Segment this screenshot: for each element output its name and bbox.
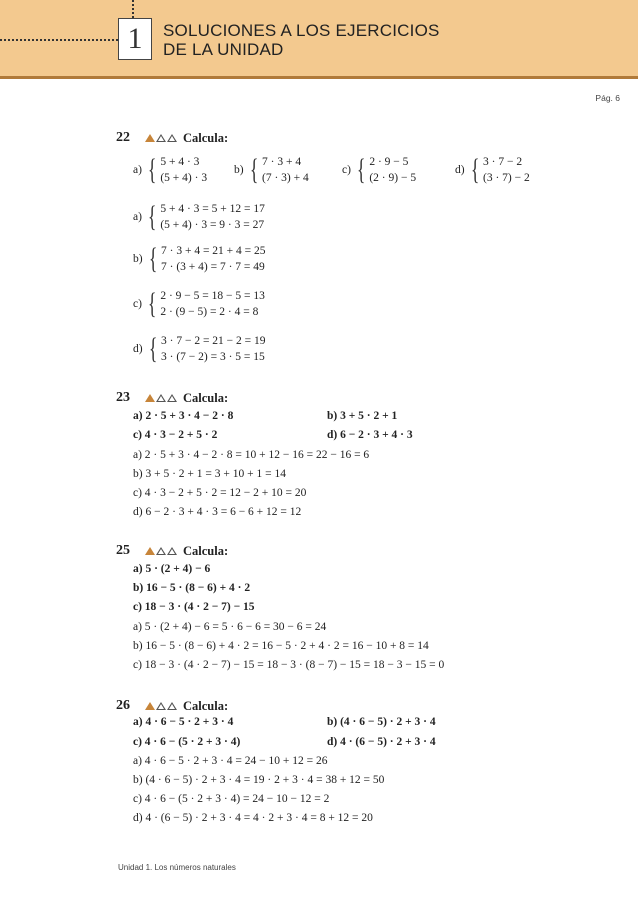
exercise-22-heading xyxy=(116,130,228,146)
difficulty-icon xyxy=(145,702,177,710)
difficulty-icon xyxy=(145,394,177,402)
ex22-solution-a: a) { 5 + 4 · 3 = 5 + 12 = 17 (5 + 4) · 3 = 9 · 3 = 27 xyxy=(133,200,265,233)
title-line-1: SOLUCIONES A LOS EJERCICIOS xyxy=(163,21,440,40)
ex23-solution-a: a) 2 · 5 + 3 · 4 − 2 · 8 = 10 + 12 − 16 = 22 − 16 = 6 xyxy=(133,449,370,461)
ex22-solution-c: c) { 2 · 9 − 5 = 18 − 5 = 13 2 · (9 − 5) = 2 · 4 = 8 xyxy=(133,287,265,320)
ex23-problem-a: a) 2 · 5 + 3 · 4 − 2 · 8 xyxy=(133,410,234,422)
difficulty-icon xyxy=(145,134,177,142)
page-title xyxy=(163,21,440,59)
ex26-solution-d: d) 4 · (6 − 5) · 2 + 3 · 4 = 4 · 2 + 3 · 4 = 8 + 12 = 20 xyxy=(133,812,373,824)
exercise-number: 25 xyxy=(116,543,130,558)
ex23-solution-b: b) 3 + 5 · 2 + 1 = 3 + 10 + 1 = 14 xyxy=(133,468,286,480)
difficulty-icon xyxy=(145,547,177,555)
exercise-title: Calcula: xyxy=(183,130,229,145)
ex23-problem-b: b) 3 + 5 · 2 + 1 xyxy=(327,410,398,422)
dotted-rule-vertical xyxy=(132,0,134,18)
exercise-number: 23 xyxy=(116,390,130,405)
footer-text: Unidad 1. Los números naturales xyxy=(118,863,236,872)
ex23-solution-d: d) 6 − 2 · 3 + 4 · 3 = 6 − 6 + 12 = 12 xyxy=(133,506,302,518)
exercise-26-heading xyxy=(116,698,228,714)
exercise-23-heading xyxy=(116,390,228,406)
exercise-title: Calcula: xyxy=(183,698,229,713)
ex23-problem-c: c) 4 · 3 − 2 + 5 · 2 xyxy=(133,429,218,441)
ex25-problem-c: c) 18 − 3 · (4 · 2 − 7) − 15 xyxy=(133,601,255,613)
ex22-problem-b: b) { 7 · 3 + 4 (7 · 3) + 4 xyxy=(234,153,309,186)
ex25-solution-a: a) 5 · (2 + 4) − 6 = 5 · 6 − 6 = 30 − 6 = 24 xyxy=(133,621,327,633)
ex26-solution-a: a) 4 · 6 − 5 · 2 + 3 · 4 = 24 − 10 + 12 = 26 xyxy=(133,755,328,767)
ex26-problem-d: d) 4 · (6 − 5) · 2 + 3 · 4 xyxy=(327,736,436,748)
ex22-problem-a: a) { 5 + 4 · 3 (5 + 4) · 3 xyxy=(133,153,208,186)
page-number: Pág. 6 xyxy=(595,93,620,103)
dotted-rule xyxy=(0,39,118,41)
ex26-solution-c: c) 4 · 6 − (5 · 2 + 3 · 4) = 24 − 10 − 12 = 2 xyxy=(133,793,330,805)
exercise-25-heading xyxy=(116,543,228,559)
title-line-2: DE LA UNIDAD xyxy=(163,40,284,59)
ex25-problem-b: b) 16 − 5 · (8 − 6) + 4 · 2 xyxy=(133,582,251,594)
ex22-problem-d: d) { 3 · 7 − 2 (3 · 7) − 2 xyxy=(455,153,530,186)
ex26-problem-a: a) 4 · 6 − 5 · 2 + 3 · 4 xyxy=(133,716,234,728)
ex25-solution-b: b) 16 − 5 · (8 − 6) + 4 · 2 = 16 − 5 · 2 + 4 · 2 = 16 − 10 + 8 = 14 xyxy=(133,640,429,652)
ex26-solution-b: b) (4 · 6 − 5) · 2 + 3 · 4 = 19 · 2 + 3 · 4 = 38 + 12 = 50 xyxy=(133,774,385,786)
exercise-title: Calcula: xyxy=(183,390,229,405)
ex25-solution-c: c) 18 − 3 · (4 · 2 − 7) − 15 = 18 − 3 · (8 − 7) − 15 = 18 − 3 − 15 = 0 xyxy=(133,659,445,671)
ex26-problem-b: b) (4 · 6 − 5) · 2 + 3 · 4 xyxy=(327,716,436,728)
exercise-number: 26 xyxy=(116,698,130,713)
unit-number-box: 1 xyxy=(118,18,152,60)
header-banner xyxy=(0,0,638,79)
ex25-problem-a: a) 5 · (2 + 4) − 6 xyxy=(133,563,211,575)
exercise-title: Calcula: xyxy=(183,543,229,558)
exercise-number: 22 xyxy=(116,130,130,145)
ex26-problem-c: c) 4 · 6 − (5 · 2 + 3 · 4) xyxy=(133,736,241,748)
ex22-solution-b: b) { 7 · 3 + 4 = 21 + 4 = 25 7 · (3 + 4) = 7 · 7 = 49 xyxy=(133,242,266,275)
ex22-problem-c: c) { 2 · 9 − 5 (2 · 9) − 5 xyxy=(342,153,417,186)
ex22-solution-d: d) { 3 · 7 − 2 = 21 − 2 = 19 3 · (7 − 2) = 3 · 5 = 15 xyxy=(133,332,266,365)
ex23-problem-d: d) 6 − 2 · 3 + 4 · 3 xyxy=(327,429,413,441)
ex23-solution-c: c) 4 · 3 − 2 + 5 · 2 = 12 − 2 + 10 = 20 xyxy=(133,487,307,499)
